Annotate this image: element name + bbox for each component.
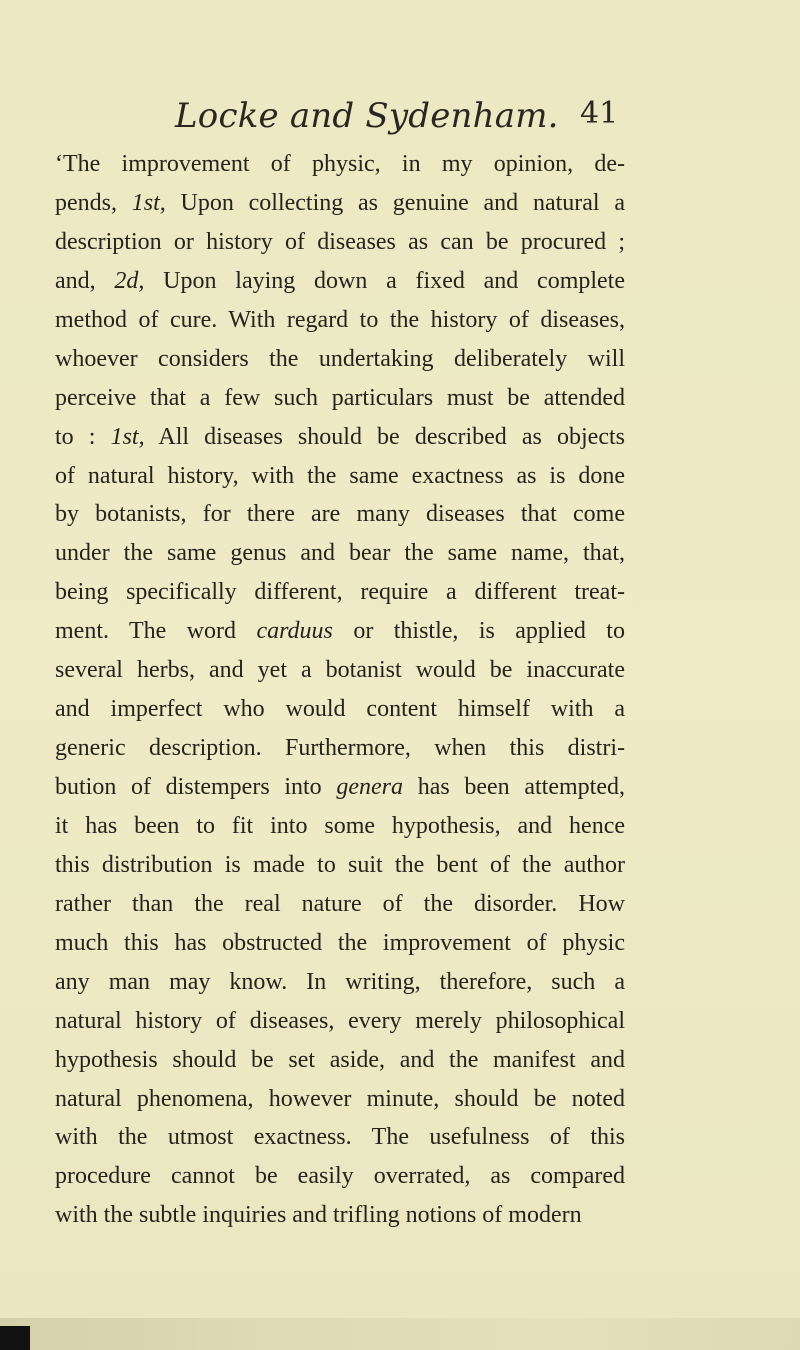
text-line: whoever considers the undertaking deliberately will xyxy=(55,345,625,372)
text-line: pends, 1st, Upon collecting as genuine and natural a xyxy=(55,189,625,216)
text-line: description or history of diseases as can be procured ; xyxy=(55,228,625,255)
text-line: this distribution is made to suit the bent of the author xyxy=(55,851,625,878)
text-line: with the utmost exactness. The usefulness of this xyxy=(55,1124,625,1151)
text-line: rather than the real nature of the disorder. How xyxy=(55,890,625,917)
text-line: bution of distempers into genera has been attempted, xyxy=(55,774,625,800)
corner-mark xyxy=(0,1326,30,1350)
text-line: natural phenomena, however minute, should be noted xyxy=(55,1085,625,1112)
page-number: 41 xyxy=(580,96,619,131)
text-line: hypothesis should be set aside, and the manifest and xyxy=(55,1046,625,1073)
body-text xyxy=(55,145,625,1235)
text-line: much this has obstructed the improvement of physic xyxy=(55,929,625,956)
italic-term: 1st, xyxy=(110,423,145,450)
text-line: generic description. Furthermore, when this distri- xyxy=(55,735,625,762)
text-line: to : 1st, All diseases should be described as objects xyxy=(55,423,625,450)
text-line: any man may know. In writing, therefore, such a xyxy=(55,968,625,995)
running-title: Locke and Sydenham. xyxy=(175,96,559,136)
italic-term: genera xyxy=(336,774,404,800)
text-line: and, 2d, Upon laying down a fixed and complete xyxy=(55,267,625,294)
text-line: method of cure. With regard to the history of diseases, xyxy=(55,306,625,333)
text-line: under the same genus and bear the same name, that, xyxy=(55,540,625,567)
text-line: perceive that a few such particulars must be attended xyxy=(55,384,625,411)
italic-term: 1st, xyxy=(131,189,166,216)
text-line: ment. The word carduus or thistle, is applied to xyxy=(55,618,625,645)
italic-term: 2d, xyxy=(114,267,145,294)
text-line: it has been to fit into some hypothesis, and hence xyxy=(55,812,625,839)
text-line: by botanists, for there are many diseases that come xyxy=(55,501,625,528)
text-line: procedure cannot be easily overrated, as compared xyxy=(55,1163,625,1190)
text-line: being specifically different, require a different treat- xyxy=(55,579,625,606)
text-line: ‘The improvement of physic, in my opinion, de- xyxy=(55,151,625,177)
text-line: and imperfect who would content himself with a xyxy=(55,696,625,723)
text-line: with the subtle inquiries and trifling notions of modern xyxy=(55,1202,582,1229)
running-head xyxy=(0,96,800,146)
text-line: natural history of diseases, every merely philosophical xyxy=(55,1007,625,1034)
text-line: of natural history, with the same exactness as is done xyxy=(55,462,625,489)
page-bottom-edge xyxy=(0,1318,800,1350)
text-line: several herbs, and yet a botanist would be inaccurate xyxy=(55,657,625,684)
italic-term: carduus xyxy=(256,618,333,645)
